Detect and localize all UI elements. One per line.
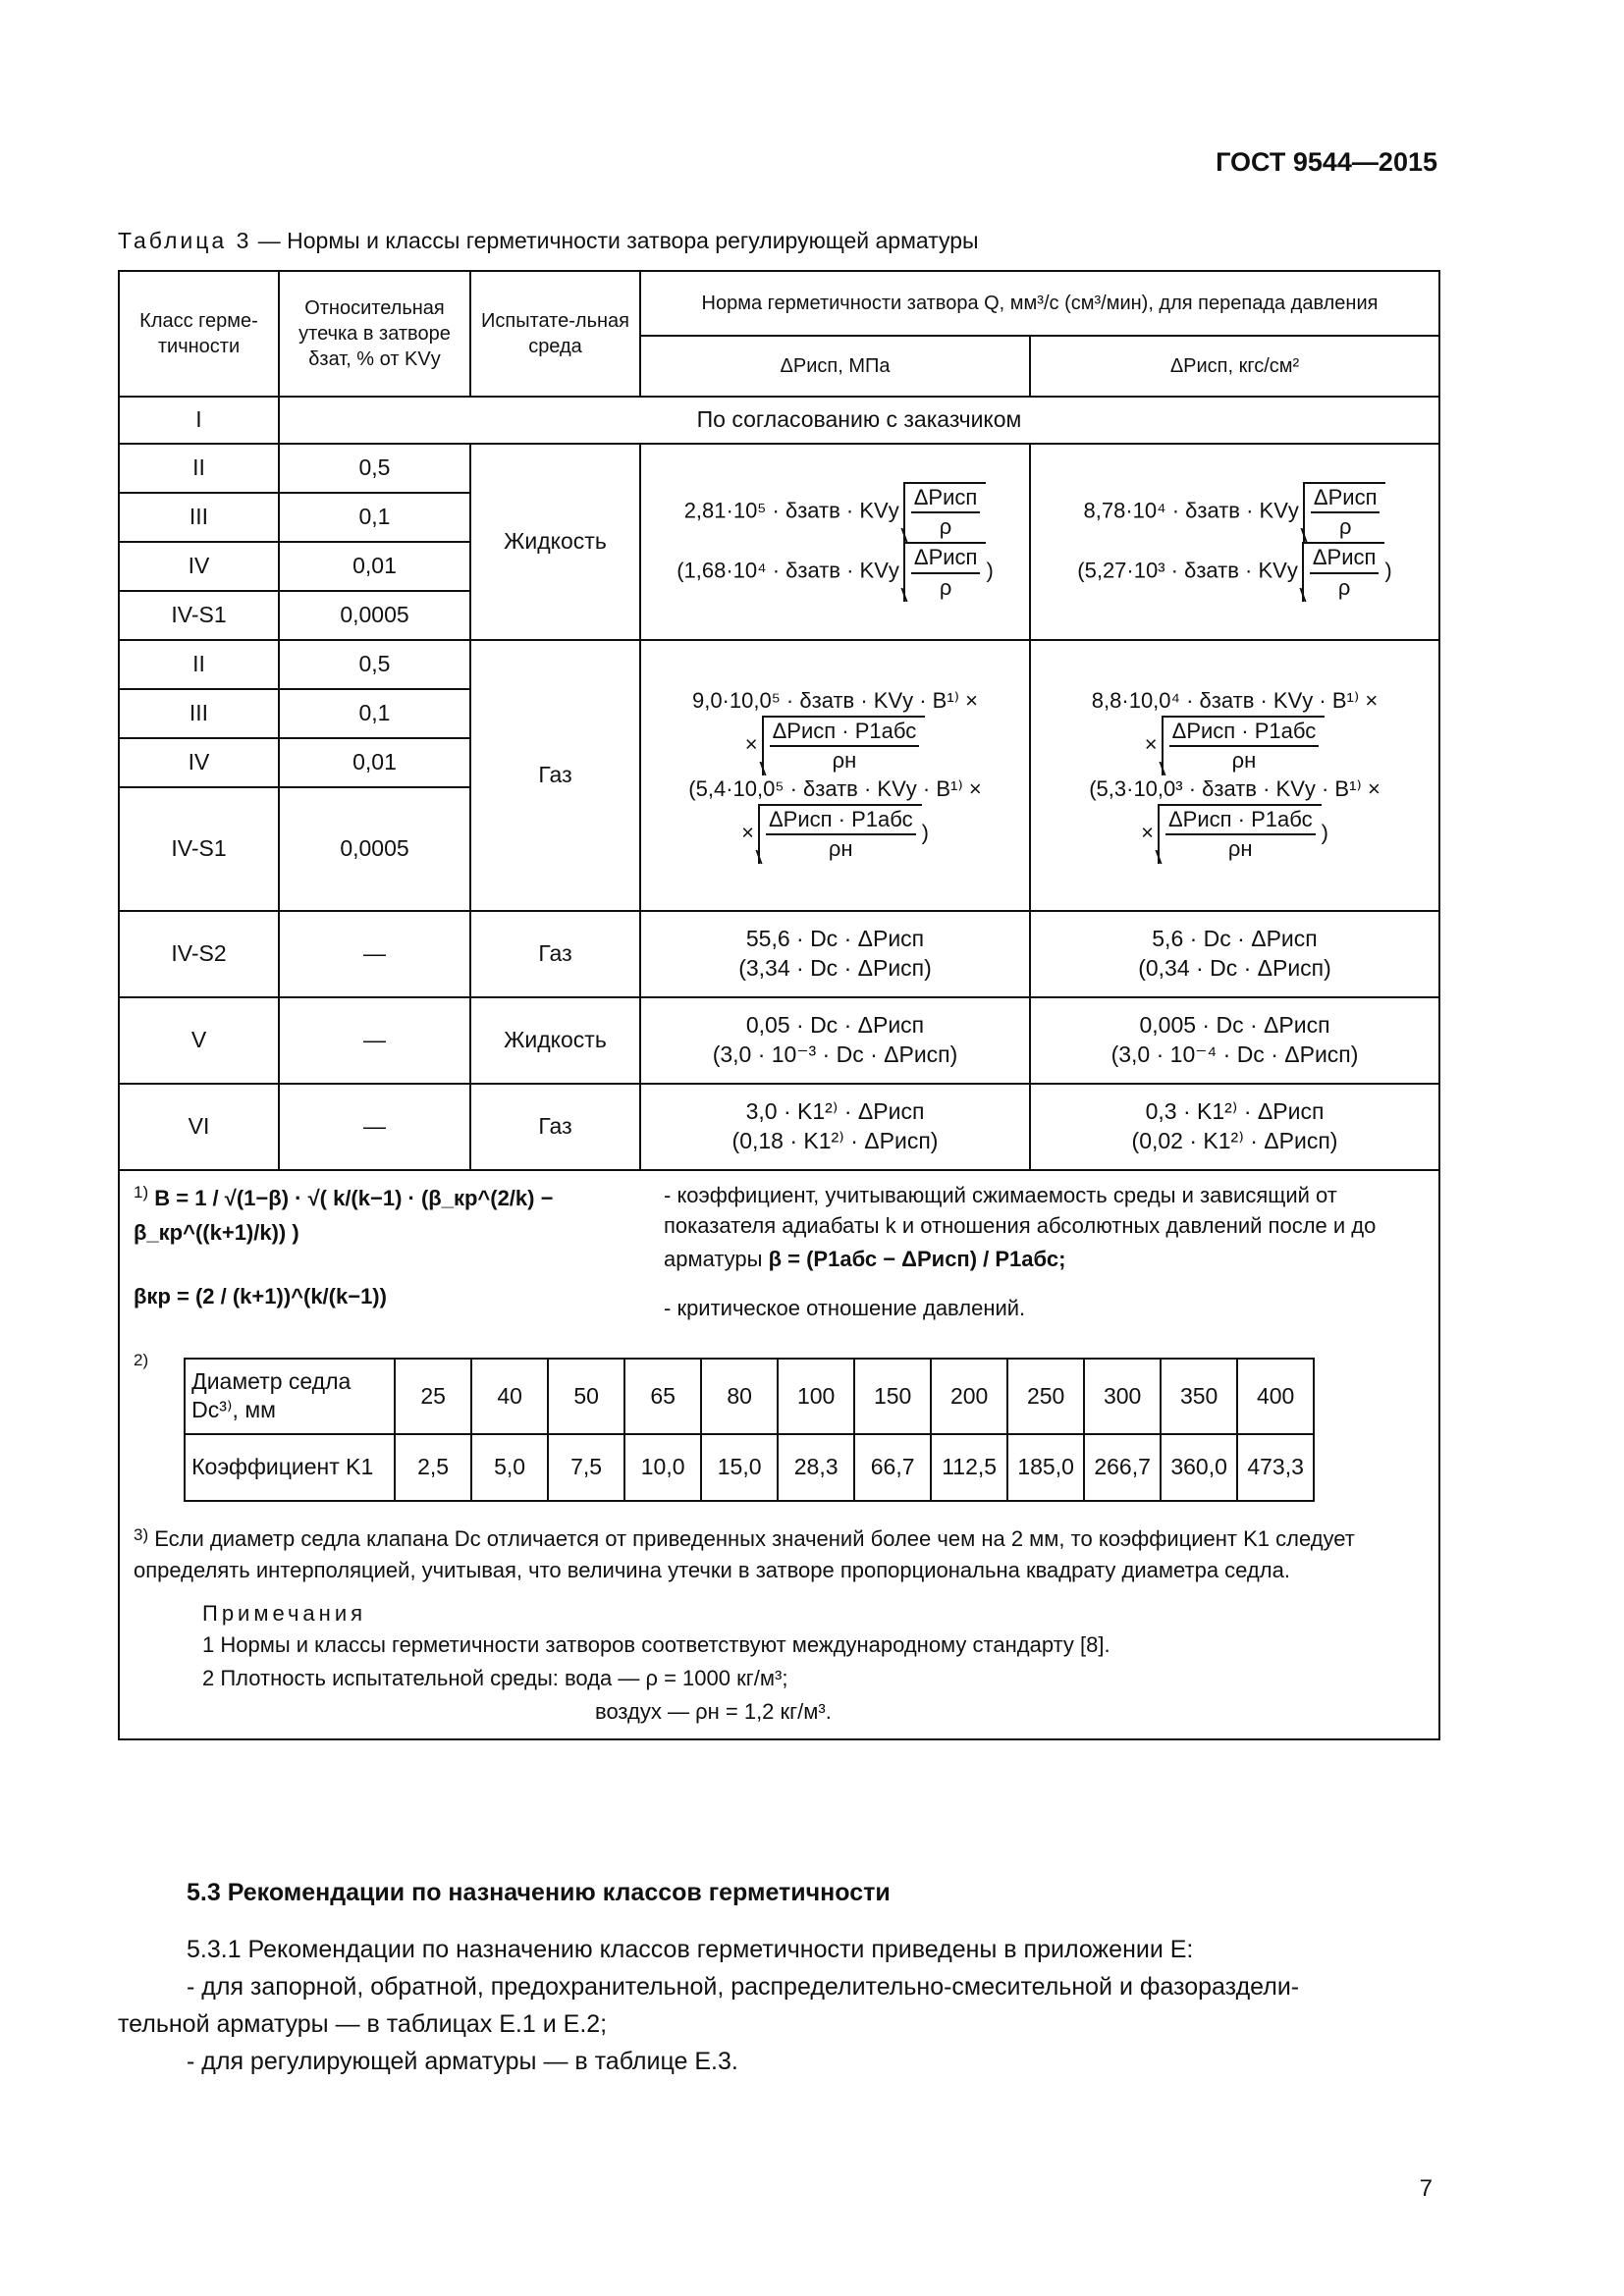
diameter-value: 65 — [624, 1359, 701, 1435]
header-dp-kgf: ΔPисп, кгс/см² — [1030, 336, 1439, 397]
class-cell: V — [119, 997, 279, 1084]
medium-cell: Газ — [470, 640, 640, 911]
sqrt-symbol: $\frac{\text{ΔPисп}}{\rho}$ — [903, 482, 987, 542]
header-norm: Норма герметичности затвора Q, мм³/с (см³/мин), для перепада давления — [640, 271, 1439, 336]
diameter-value: 25 — [395, 1359, 471, 1435]
leak-cell: — — [279, 1084, 470, 1170]
leak-cell: 0,5 — [279, 444, 470, 493]
diameter-value: 50 — [548, 1359, 624, 1435]
formula-beta-kr: βкр = (2 / (k+1))^(k/(k−1)) — [134, 1284, 387, 1309]
table-caption-label: Таблица 3 — [118, 228, 252, 253]
coefficient-value: 185,0 — [1007, 1434, 1084, 1501]
leak-cell: 0,01 — [279, 738, 470, 787]
leak-cell: 0,5 — [279, 640, 470, 689]
coefficient-label: Коэффициент K1 — [185, 1434, 395, 1501]
gas-formula-mpa — [640, 640, 1030, 911]
diameter-label: Диаметр седла Dс³⁾, мм — [185, 1359, 395, 1435]
liquid-formula-kgf — [1030, 444, 1439, 640]
coefficient-value: 473,3 — [1237, 1434, 1314, 1501]
class-cell: III — [119, 493, 279, 542]
diameter-value: 300 — [1084, 1359, 1161, 1435]
leak-cell: 0,0005 — [279, 591, 470, 640]
class-cell: IV-S1 — [119, 591, 279, 640]
diameter-value: 350 — [1161, 1359, 1237, 1435]
coefficient-value: 28,3 — [778, 1434, 854, 1501]
footnote-mark: 1) — [134, 1183, 149, 1201]
leak-cell: 0,1 — [279, 493, 470, 542]
note-1: 1 Нормы и классы герметичности затворов соответствуют международному стандарту [8]. — [202, 1631, 1110, 1657]
note-2b: воздух — ρн = 1,2 кг/м³. — [595, 1698, 832, 1724]
coefficient-value: 66,7 — [854, 1434, 931, 1501]
class-cell: II — [119, 640, 279, 689]
leak-cell: — — [279, 997, 470, 1084]
coefficient-row — [185, 1434, 1314, 1501]
sqrt-symbol: $\frac{\text{ΔPисп · P1абс}}{\rho н}$ — [1158, 804, 1322, 864]
formula-line: 9,0·10,0⁵ · δзатв · KVу · B¹⁾ × — [691, 688, 979, 714]
leak-cell: 0,01 — [279, 542, 470, 591]
footnote-1 — [134, 1181, 1425, 1324]
footnote-3-text: Если диаметр седла клапана Dс отличается от приведенных значений более чем на 2 мм, то коэффициент K1 следует определять интерполяцией, учитывая, что величина утечки в затворе пропорциональна квадрату диаметра седла. — [134, 1526, 1355, 1583]
footnote-mark: 3) — [134, 1525, 149, 1545]
header-class: Класс герме-тичности — [119, 271, 279, 397]
header-medium: Испытате-льная среда — [470, 271, 640, 397]
leak-cell: 0,0005 — [279, 787, 470, 911]
footnotes-cell — [119, 1170, 1439, 1739]
coefficient-value: 266,7 — [1084, 1434, 1161, 1501]
agreement-cell: По согласованию с заказчиком — [279, 397, 1439, 444]
medium-cell: Газ — [470, 1084, 640, 1170]
liquid-formula-mpa — [640, 444, 1030, 640]
formula-line: 2,81·10⁵ · δзатв · KVу $\frac{\text{ΔPисп}}{\rho}$ — [645, 482, 1025, 542]
class-cell: IV-S1 — [119, 787, 279, 911]
formula-cell-kgf: 0,3 · K1²⁾ · ΔPисп (0,02 · K1²⁾ · ΔPисп) — [1030, 1084, 1439, 1170]
footnote-mark: 2) — [134, 1350, 149, 1369]
diameter-value: 200 — [931, 1359, 1007, 1435]
header-dp-mpa: ΔPисп, МПа — [640, 336, 1030, 397]
page-number: 7 — [1419, 2175, 1433, 2202]
coefficient-value: 5,0 — [471, 1434, 548, 1501]
document-code: ГОСТ 9544—2015 — [1216, 147, 1437, 177]
footnote-1-text: - коэффициент, учитывающий сжимаемость среды и зависящий от показателя адиабаты k и отношения абсолютных давлений после и до арматуры β = (P1абс − ΔPисп) / P1абс; — [664, 1183, 1377, 1271]
medium-cell: Жидкость — [470, 444, 640, 640]
list-item: - для запорной, обратной, предохранительной, распределительно-смесительной и фазораздели- — [187, 1973, 1300, 2001]
section-heading: 5.3 Рекомендации по назначению классов герметичности — [187, 1879, 891, 1906]
class-cell: IV-S2 — [119, 911, 279, 997]
coefficient-value: 15,0 — [701, 1434, 778, 1501]
diameter-value: 80 — [701, 1359, 778, 1435]
class-cell: III — [119, 689, 279, 738]
diameter-value: 150 — [854, 1359, 931, 1435]
medium-cell: Жидкость — [470, 997, 640, 1084]
medium-cell: Газ — [470, 911, 640, 997]
leak-cell: 0,1 — [279, 689, 470, 738]
formula-line: (1,68·10⁴ · δзатв · KVу $\frac{\text{ΔPисп}}{\rho}$ ) — [645, 542, 1025, 602]
sqrt-symbol: $\frac{\text{ΔPисп}}{\rho}$ — [1302, 542, 1385, 602]
k1-table — [184, 1358, 1315, 1503]
footnote-3 — [134, 1523, 1425, 1586]
list-item: - для регулирующей арматуры — в таблице Е.3. — [187, 2048, 738, 2075]
formula-line: (5,27·10³ · δзатв · KVу $\frac{\text{ΔPисп}}{\rho}$ ) — [1035, 542, 1435, 602]
coefficient-value: 7,5 — [548, 1434, 624, 1501]
table-caption — [118, 228, 979, 254]
formula-cell-mpa: 3,0 · K1²⁾ · ΔPисп (0,18 · K1²⁾ · ΔPисп) — [640, 1084, 1030, 1170]
diameter-value: 400 — [1237, 1359, 1314, 1435]
formula-line: × $\frac{\text{ΔPисп · P1абс}}{\rho н}$ — [645, 716, 1025, 775]
sqrt-symbol: $\frac{\text{ΔPисп}}{\rho}$ — [1303, 482, 1386, 542]
header-leak: Относительная утечка в затворе δзат, % от KVу — [279, 271, 470, 397]
diameter-value: 40 — [471, 1359, 548, 1435]
formula-cell-kgf: 0,005 · Dс · ΔPисп (3,0 · 10⁻⁴ · Dс · ΔPисп) — [1030, 997, 1439, 1084]
note-2: 2 Плотность испытательной среды: вода — ρ = 1000 кг/м³; — [202, 1665, 788, 1690]
list-item-continued: тельной арматуры — в таблицах Е.1 и Е.2; — [118, 2010, 608, 2038]
table-caption-text: — Нормы и классы герметичности затвора регулирующей арматуры — [251, 228, 979, 253]
coefficient-value: 112,5 — [931, 1434, 1007, 1501]
class-cell: I — [119, 397, 279, 444]
class-cell: IV — [119, 738, 279, 787]
coefficient-value: 10,0 — [624, 1434, 701, 1501]
footnote-2 — [134, 1350, 1425, 1511]
diameter-row — [185, 1359, 1314, 1435]
footnote-1-text2: - критическое отношение давлений. — [664, 1295, 1026, 1320]
coefficient-value: 2,5 — [395, 1434, 471, 1501]
diameter-value: 100 — [778, 1359, 854, 1435]
diameter-value: 250 — [1007, 1359, 1084, 1435]
formula-line: (5,4·10,0⁵ · δзатв · KVу · B¹⁾ × — [688, 776, 982, 801]
sqrt-symbol: $\frac{\text{ΔPисп · P1абс}}{\rho н}$ — [762, 716, 926, 775]
leakage-norms-table — [118, 270, 1440, 1740]
class-cell: VI — [119, 1084, 279, 1170]
formula-beta: β = (P1абс − ΔPисп) / P1абс; — [768, 1246, 1066, 1271]
gas-formula-kgf — [1030, 640, 1439, 911]
notes-title: Примечания — [202, 1601, 367, 1627]
class-cell: IV — [119, 542, 279, 591]
class-cell: II — [119, 444, 279, 493]
leak-cell: — — [279, 911, 470, 997]
formula-cell-kgf: 5,6 · Dс · ΔPисп (0,34 · Dс · ΔPисп) — [1030, 911, 1439, 997]
sqrt-symbol: $\frac{\text{ΔPисп}}{\rho}$ — [903, 542, 987, 602]
formula-cell-mpa: 55,6 · Dс · ΔPисп (3,34 · Dс · ΔPисп) — [640, 911, 1030, 997]
formula-line: × $\frac{\text{ΔPисп · P1абс}}{\rho н}$ ) — [1035, 804, 1435, 864]
formula-line: × $\frac{\text{ΔPисп · P1абс}}{\rho н}$ ) — [645, 804, 1025, 864]
formula-line: 8,78·10⁴ · δзатв · KVу $\frac{\text{ΔPисп}}{\rho}$ — [1035, 482, 1435, 542]
coefficient-value: 360,0 — [1161, 1434, 1237, 1501]
formula-cell-mpa: 0,05 · Dс · ΔPисп (3,0 · 10⁻³ · Dс · ΔPисп) — [640, 997, 1030, 1084]
sqrt-symbol: $\frac{\text{ΔPисп · P1абс}}{\rho н}$ — [758, 804, 922, 864]
sqrt-symbol: $\frac{\text{ΔPисп · P1абс}}{\rho н}$ — [1162, 716, 1326, 775]
formula-line: (5,3·10,0³ · δзатв · KVу · B¹⁾ × — [1089, 776, 1380, 801]
formula-line: 8,8·10,0⁴ · δзатв · KVу · B¹⁾ × — [1091, 688, 1379, 714]
paragraph-5-3-1: 5.3.1 Рекомендации по назначению классов герметичности приведены в приложении Е: — [187, 1936, 1194, 1963]
formula-line: × $\frac{\text{ΔPисп · P1абс}}{\rho н}$ — [1035, 716, 1435, 775]
formula-B: B = 1 / √(1−β) · √( k/(k−1) · (β_кр^(2/k) − β_кр^((k+1)/k)) ) — [134, 1186, 554, 1246]
